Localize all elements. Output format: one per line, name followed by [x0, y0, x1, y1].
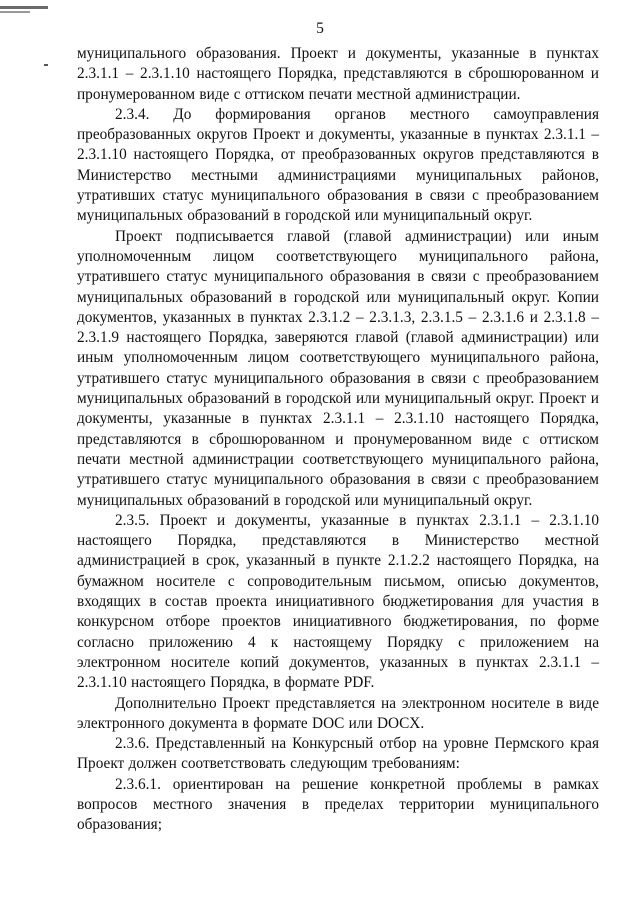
margin-mark: [44, 64, 48, 66]
paragraph-2-3-6: 2.3.6. Представленный на Конкурсный отбор на уровне Пермского края Проект должен соответствовать следующим требованиям:: [77, 735, 599, 773]
paragraph-2-3-4: 2.3.4. До формирования органов местного самоуправления преобразованных округов Проект и документы, указанные в пунктах 2.3.1.1 – 2.3.1.10 настоящего Порядка, от преобразованных округов представляются в Министерство местными администрациями муниципальных районов, утративших статус муниципального образования в связи с преобразованием муниципальных образований в городской или муниципальный округ.: [77, 105, 599, 225]
document-body: [77, 44, 599, 836]
paragraph-project-signing: Проект подписывается главой (главой администрации) или иным уполномоченным лицом соответствующего муниципального района, утратившего статус муниципального образования в связи с преобразованием муниципальных образований в городской или муниципальный округ. Копии документов, указанных в пунктах 2.3.1.2 – 2.3.1.3, 2.3.1.5 – 2.3.1.6 и 2.3.1.8 – 2.3.1.9 настоящего Порядка, заверяются главой (главой администрации) или иным уполномоченным лицом соответствующего муниципального района, утратившего статус муниципального образования в связи с преобразованием муниципальных образований в городской или муниципальный округ. Проект и документы, указанные в пунктах 2.3.1.1 – 2.3.1.10 настоящего Порядка, представляются в сброшюрованном и пронумерованном виде с оттиском печати местной администрации соответствующего муниципального района, утратившего статус муниципального образования в связи с преобразованием муниципальных образований в городской или муниципальный округ.: [77, 227, 599, 509]
page-number: 5: [316, 20, 324, 37]
scan-edge-mark: [0, 6, 48, 9]
paragraph-2-3-5: 2.3.5. Проект и документы, указанные в пунктах 2.3.1.1 – 2.3.1.10 настоящего Порядка, представляются в Министерство местной администрацией в срок, указанный в пункте 2.1.2.2 настоящего Порядка, на бумажном носителе с сопроводительным письмом, описью документов, входящих в состав проекта инициативного бюджетирования для участия в конкурсном отборе проектов инициативного бюджетирования, по форме согласно приложению 4 к настоящему Порядку с приложением на электронном носителе копий документов, указанных в пунктах 2.3.1.1 – 2.3.1.10 настоящего Порядка, в формате PDF.: [77, 511, 599, 692]
paragraph-continuation: муниципального образования. Проект и документы, указанные в пунктах 2.3.1.1 – 2.3.1.10 настоящего Порядка, представляются в сброшюрованном и пронумерованном виде с оттиском печати местной администрации.: [77, 45, 599, 103]
paragraph-electronic-copy: Дополнительно Проект представляется на электронном носителе в виде электронного документа в формате DOC или DOCX.: [77, 694, 599, 732]
paragraph-2-3-6-1: 2.3.6.1. ориентирован на решение конкретной проблемы в рамках вопросов местного значения в пределах территории муниципального образования;: [77, 775, 599, 834]
